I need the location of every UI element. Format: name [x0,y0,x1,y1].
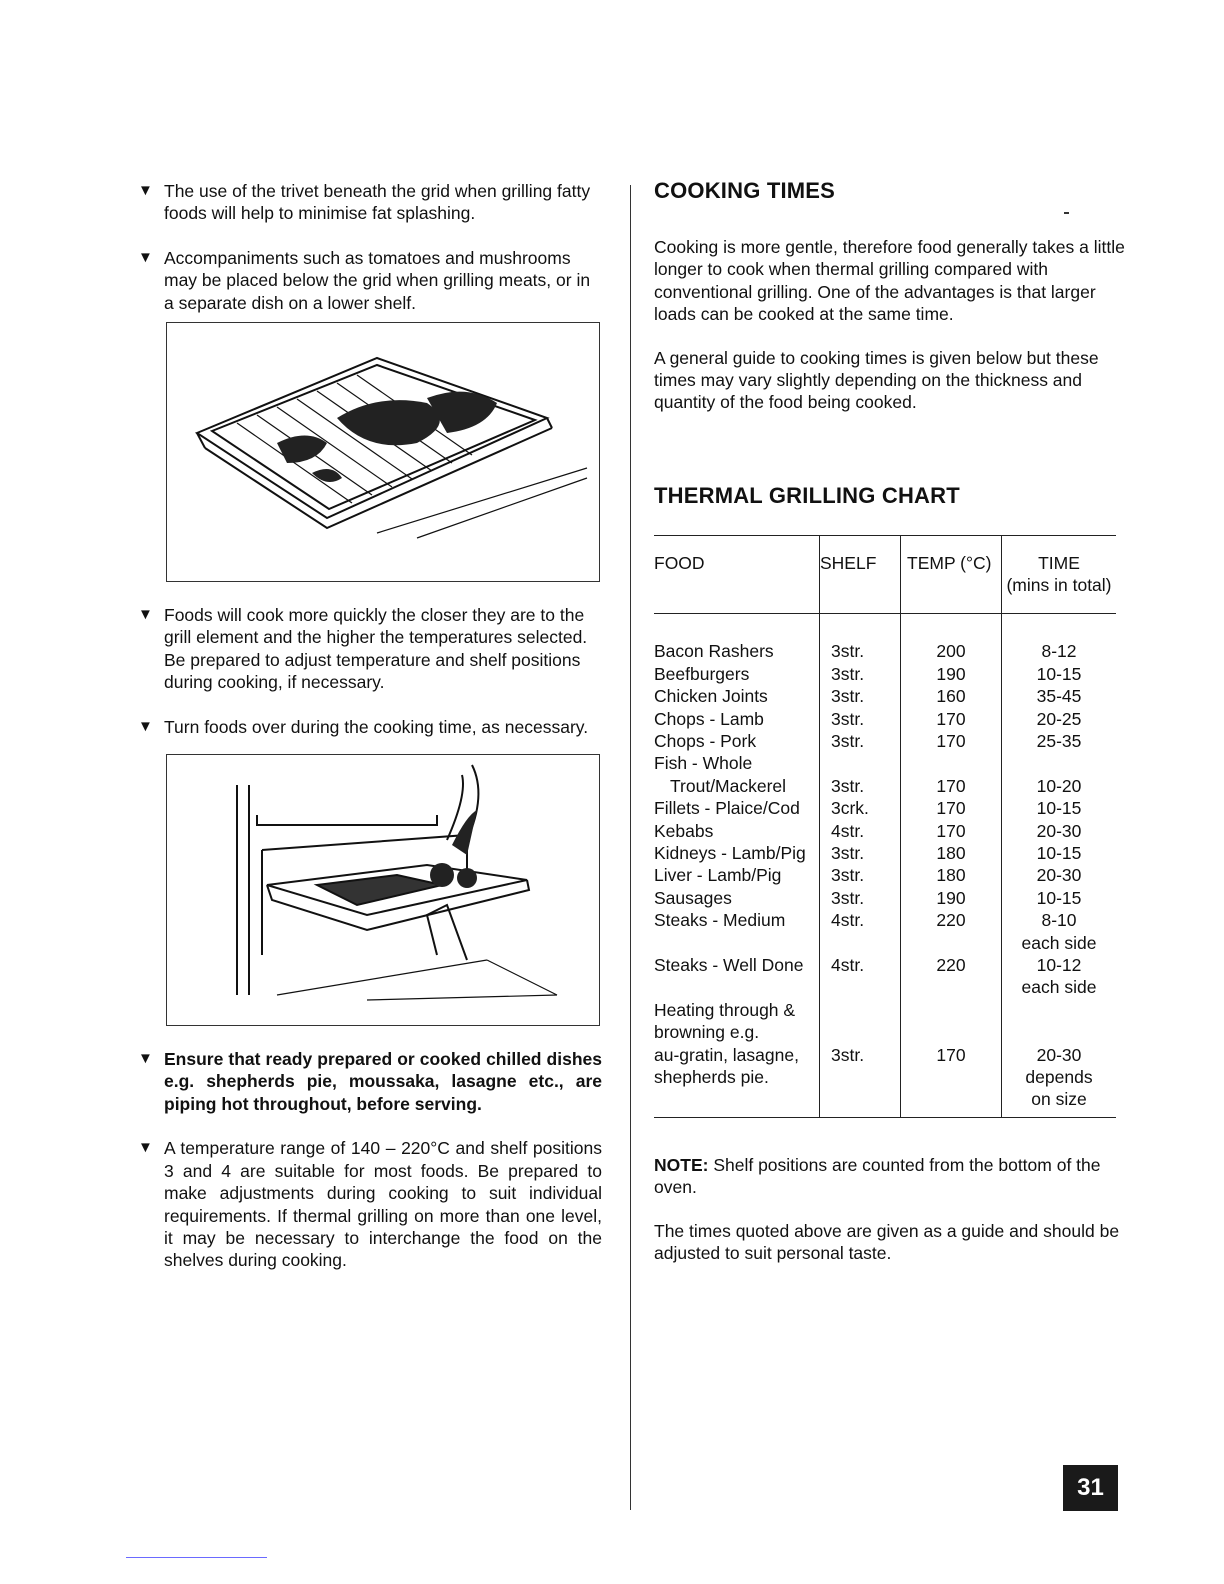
cooking-times-heading: COOKING TIMES [654,178,836,203]
cell-shelf: 3str. [820,842,901,864]
cell-time [1002,999,1117,1021]
cell-time: 10-15 [1002,887,1117,909]
header-temp: TEMP (°C) [901,536,1002,614]
cell-time: 20-30 [1002,1044,1117,1066]
table-row [654,797,1116,819]
note-paragraph: NOTE: Shelf positions are counted from the bottom of the oven. [654,1154,1101,1198]
cell-food: Trout/Mackerel [670,775,787,796]
table-row [654,730,1116,752]
table-row [654,887,1116,909]
table-row [654,1021,1116,1043]
cell-temp [901,932,1002,954]
cell-food: Liver - Lamb/Pig [654,865,782,886]
cell-time: 10-15 [1002,797,1117,819]
cell-shelf: 3str. [820,775,901,797]
table-row [654,864,1116,886]
table-row [654,1066,1116,1088]
bullet-item: ▼ Foods will cook more quickly the closer they are to the grill element and the higher the temperatures selected. Be prepared to adjust temperature and shelf positions during cooking, if necessary. [138,605,588,693]
guide-paragraph: A general guide to cooking times is given below but these times may vary slightly depending on the thickness and quantity of the food being cooked. [654,347,1099,413]
cell-shelf: 3crk. [820,797,901,819]
cell-temp: 160 [901,685,1002,707]
cell-shelf [820,932,901,954]
cell-time: 10-15 [1002,842,1117,864]
bullet-triangle-icon: ▼ [138,1139,153,1157]
cell-shelf [820,1088,901,1110]
bullet-item: ▼ Turn foods over during the cooking time, as necessary. [138,716,589,737]
cell-temp: 170 [901,797,1002,819]
cell-temp: 220 [901,909,1002,931]
cell-shelf: 3str. [820,685,901,707]
grill-pan-illustration [166,322,600,582]
cell-shelf: 4str. [820,954,901,976]
cell-time: on size [1002,1088,1117,1110]
cell-food [654,976,820,998]
cell-food: Steaks - Medium [654,910,786,931]
cell-shelf: 4str. [820,909,901,931]
cell-shelf: 3str. [820,708,901,730]
cell-time: 20-30 [1002,864,1117,886]
table-row [654,954,1116,976]
table-row [654,909,1116,931]
cell-time: each side [1002,976,1117,998]
cell-food: Bacon Rashers [654,641,774,662]
bullet-item: ▼ A temperature range of 140 – 220°C and shelf positions 3 and 4 are suitable for most foods. Be prepared to make adjustments during cooking to suit individual requirements. If thermal grilling on more than one level, it may be necessary to interchange the food on the shelves during cooking. [138,1138,602,1271]
cell-food: Chops - Lamb [654,708,764,729]
cell-food: Sausages [654,887,732,908]
cell-time: 10-20 [1002,775,1117,797]
cell-shelf: 3str. [820,663,901,685]
cell-time: 20-25 [1002,708,1117,730]
table-row [654,1088,1116,1110]
cell-temp [901,999,1002,1021]
cell-temp: 200 [901,640,1002,662]
cell-temp: 220 [901,954,1002,976]
cell-food: Heating through & [654,999,796,1020]
thermal-grilling-chart [654,535,1116,1118]
cell-temp: 180 [901,864,1002,886]
table-row [654,708,1116,730]
cell-food: Chops - Pork [654,730,757,751]
header-time: TIME (mins in total) [1002,536,1117,614]
left-column [138,180,602,1294]
cell-shelf [820,999,901,1021]
table-row [654,775,1116,797]
cell-time: 20-30 [1002,820,1117,842]
cell-shelf: 3str. [820,887,901,909]
table-row [654,663,1116,685]
cell-shelf [820,1066,901,1088]
cell-shelf: 3str. [820,640,901,662]
cell-time: 10-15 [1002,663,1117,685]
table-row [654,932,1116,954]
cell-temp [901,1066,1002,1088]
cell-shelf: 3str. [820,730,901,752]
header-food: FOOD [654,552,705,573]
cell-time [1002,1021,1117,1043]
cell-time [1002,752,1117,774]
cell-food: browning e.g. [654,1022,760,1043]
bullet-triangle-icon: ▼ [138,1050,153,1068]
cell-food: Kebabs [654,820,714,841]
cell-food [654,932,820,954]
cell-temp [901,1021,1002,1043]
cell-time: 35-45 [1002,685,1117,707]
cell-food: Fish - Whole [654,753,753,774]
table-row [654,1044,1116,1066]
cell-food: Steaks - Well Done [654,955,804,976]
cell-food: Chicken Joints [654,686,768,707]
bullet-item-bold: ▼ Ensure that ready prepared or cooked chilled dishes e.g. shepherds pie, moussaka, lasagne etc., are piping hot throughout, before serving. [138,1049,602,1114]
bullet-triangle-icon: ▼ [138,606,153,624]
cell-food [654,1088,820,1110]
chart-heading: THERMAL GRILLING CHART [654,482,960,508]
page-number: 31 [1063,1465,1118,1511]
cell-time: each side [1002,932,1117,954]
final-paragraph: The times quoted above are given as a guide and should be adjusted to suit personal taste. [654,1220,1120,1264]
table-row [654,752,1116,774]
cell-shelf [820,1021,901,1043]
table-row [654,820,1116,842]
cell-time: 8-10 [1002,909,1117,931]
cell-temp: 170 [901,775,1002,797]
cell-food: Beefburgers [654,663,750,684]
cell-temp: 190 [901,663,1002,685]
table-row [654,976,1116,998]
cell-food: au-gratin, lasagne, [654,1044,799,1065]
oven-shelf-illustration [166,754,600,1026]
cell-shelf: 3str. [820,1044,901,1066]
intro-paragraph: Cooking is more gentle, therefore food generally takes a little longer to cook when thermal grilling compared with conventional grilling. One of the advantages is that larger loads can be cooked at the same time. [654,237,1125,325]
table-row [654,685,1116,707]
cell-temp: 170 [901,708,1002,730]
cell-temp: 170 [901,1044,1002,1066]
cell-temp: 180 [901,842,1002,864]
right-column [654,178,1134,1286]
column-divider [630,185,631,1510]
bullet-item: ▼ The use of the trivet beneath the grid when grilling fatty foods will help to minimise fat splashing. [138,181,591,224]
cell-food: Kidneys - Lamb/Pig [654,843,806,863]
cell-shelf [820,752,901,774]
bullet-triangle-icon: ▼ [138,248,153,266]
chart-header-row [654,536,1116,614]
cell-shelf: 4str. [820,820,901,842]
cell-temp [901,1088,1002,1110]
cell-time: 10-12 [1002,954,1117,976]
cell-time: 25-35 [1002,730,1117,752]
table-row [654,999,1116,1021]
cell-temp [901,752,1002,774]
cell-food: shepherds pie. [654,1067,769,1088]
bullet-triangle-icon: ▼ [138,182,153,199]
cell-temp: 170 [901,730,1002,752]
bullet-item: ▼ Accompaniments such as tomatoes and mushrooms may be placed below the grid when grilling meats, or in a separate dish on a lower shelf. [138,247,591,313]
cell-food: Fillets - Plaice/Cod [654,798,800,819]
cell-time: depends [1002,1066,1117,1088]
footer-line [126,1557,267,1558]
bullet-triangle-icon: ▼ [138,717,153,735]
cell-temp [901,976,1002,998]
table-row [654,640,1116,662]
cell-temp: 190 [901,887,1002,909]
cell-shelf [820,976,901,998]
cell-temp: 170 [901,820,1002,842]
cell-time: 8-12 [1002,640,1117,662]
cell-shelf: 3str. [820,864,901,886]
table-row [654,842,1116,864]
header-shelf: SHELF [820,536,901,614]
